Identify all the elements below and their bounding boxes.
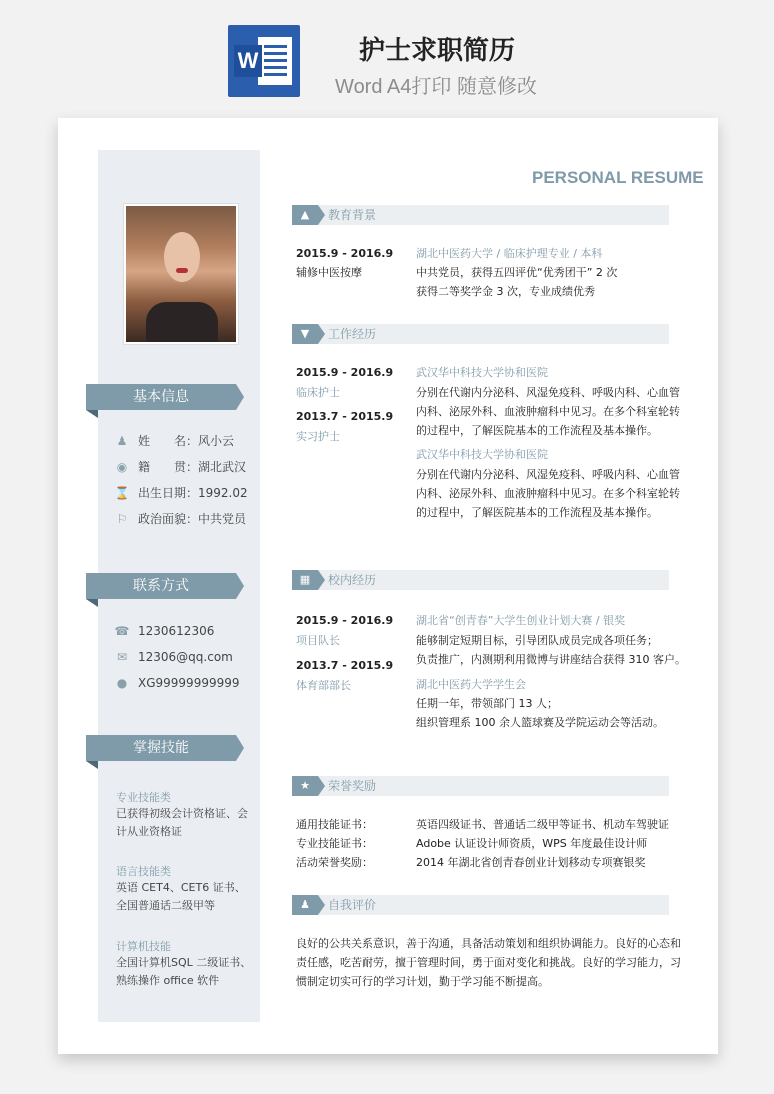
word-logo-letter: W xyxy=(234,45,262,77)
skill-language-heading: 语言技能类 xyxy=(116,865,171,878)
location-icon: ◉ xyxy=(116,460,128,474)
campus-section-bar xyxy=(292,570,669,590)
education-section-bar xyxy=(292,205,669,225)
education-title: 教育背景 xyxy=(328,208,377,222)
resume-heading: PERSONAL RESUME xyxy=(532,168,704,187)
honor-label: 通用技能证书： xyxy=(296,818,373,831)
word-logo-icon xyxy=(228,25,300,97)
windows-icon: ▦ xyxy=(292,570,318,590)
honors-title: 荣誉奖励 xyxy=(328,779,377,793)
phone-icon: ☎ xyxy=(114,624,130,638)
honor-value: 2014 年湖北省创青春创业计划移动专项赛银奖 xyxy=(416,856,646,869)
contact-wechat: ● XG99999999999 xyxy=(114,673,240,693)
banner-subtitle: Word A4打印 随意修改 xyxy=(335,76,537,98)
campus-line: 组织管理系 100 余人篮球赛及学院运动会等活动。 xyxy=(416,716,664,729)
person-icon: ♟ xyxy=(116,434,128,448)
education-minor: 辅修中医按摩 xyxy=(296,266,362,279)
work-line: 分别在代谢内分泌科、风湿免疫科、呼吸内科、心血管 xyxy=(416,386,680,399)
work-period: 2015.9 - 2016.9 xyxy=(296,366,394,379)
honor-label: 专业技能证书： xyxy=(296,837,373,850)
work-section-bar xyxy=(292,324,669,344)
self-line: 责任感，吃苦耐劳，擅于管理时间，勇于面对变化和挑战。良好的学习能力，习 xyxy=(296,956,681,969)
party-icon: ⚐ xyxy=(116,512,128,526)
work-title: 工作经历 xyxy=(328,327,377,341)
campus-title: 校内经历 xyxy=(328,573,377,587)
campus-period: 2015.9 - 2016.9 xyxy=(296,614,394,627)
work-org: 武汉华中科技大学协和医院 xyxy=(416,366,548,379)
education-line: 获得二等奖学金 3 次，专业成绩优秀 xyxy=(416,285,595,298)
basic-info-heading: 基本信息 xyxy=(86,384,236,410)
campus-role: 项目队长 xyxy=(296,634,340,647)
work-org: 武汉华中科技大学协和医院 xyxy=(416,448,548,461)
campus-role: 体育部部长 xyxy=(296,679,351,692)
basic-info-hometown: ◉ 籍 贯：湖北武汉 xyxy=(114,457,246,477)
skill-language-text: 英语 CET4、CET6 证书、 全国普通话二级甲等 xyxy=(116,881,246,912)
skills-heading: 掌握技能 xyxy=(86,735,236,761)
skill-professional-text: 已获得初级会计资格证、会 计从业资格证 xyxy=(116,807,248,838)
self-line: 良好的公共关系意识，善于沟通，具备活动策划和组织协调能力。良好的心态和 xyxy=(296,937,681,950)
skill-computer-text: 全国计算机SQL 二级证书、 熟练操作 office 软件 xyxy=(116,956,252,987)
work-period: 2013.7 - 2015.9 xyxy=(296,410,394,423)
campus-line: 能够制定短期目标，引导团队成员完成各项任务； xyxy=(416,634,658,647)
campus-org: 湖北中医药大学学生会 xyxy=(416,678,526,691)
profile-photo xyxy=(124,204,238,344)
contact-heading: 联系方式 xyxy=(86,573,236,599)
work-line: 分别在代谢内分泌科、风湿免疫科、呼吸内科、心血管 xyxy=(416,468,680,481)
self-section-bar xyxy=(292,895,669,915)
banner-title: 护士求职简历 xyxy=(358,36,515,66)
skill-professional-heading: 专业技能类 xyxy=(116,791,171,804)
self-line: 惯制定切实可行的学习计划，勤于学习能不断提高。 xyxy=(296,975,549,988)
wechat-icon: ● xyxy=(116,676,128,690)
work-line: 的过程中，了解医院基本的工作流程及基本操作。 xyxy=(416,424,658,437)
work-role: 临床护士 xyxy=(296,386,340,399)
campus-line: 任期一年，带领部门 13 人； xyxy=(416,697,558,710)
basic-info-birth: ⌛ 出生日期：1992.02 xyxy=(114,483,248,503)
contact-email: ✉ 12306@qq.com xyxy=(114,647,233,667)
tie-icon: ▼ xyxy=(292,324,318,344)
self-title: 自我评价 xyxy=(328,898,377,912)
campus-org: 湖北省“创青春”大学生创业计划大赛 / 银奖 xyxy=(416,614,626,627)
honor-label: 活动荣誉奖励： xyxy=(296,856,373,869)
trophy-icon: ★ xyxy=(292,776,318,796)
basic-info-politics: ⚐ 政治面貌：中共党员 xyxy=(114,509,246,529)
user-icon: ♟ xyxy=(292,895,318,915)
campus-line: 负责推广，内测期利用微博与讲座结合获得 310 客户。 xyxy=(416,653,686,666)
work-line: 内科、泌尿外科、血液肿瘤科中见习。在多个科室轮转 xyxy=(416,405,680,418)
education-school: 湖北中医药大学 / 临床护理专业 / 本科 xyxy=(416,247,603,260)
work-line: 的过程中，了解医院基本的工作流程及基本操作。 xyxy=(416,506,658,519)
honor-value: 英语四级证书、普通话二级甲等证书、机动车驾驶证 xyxy=(416,818,669,831)
education-period: 2015.9 - 2016.9 xyxy=(296,247,394,260)
work-role: 实习护士 xyxy=(296,430,340,443)
mail-icon: ✉ xyxy=(116,650,128,664)
education-line: 中共党员，获得五四评优“优秀团干” 2 次 xyxy=(416,266,618,279)
basic-info-name: ♟ 姓 名：风小云 xyxy=(114,431,234,451)
hourglass-icon: ⌛ xyxy=(114,486,130,500)
honors-section-bar xyxy=(292,776,669,796)
skill-computer-heading: 计算机技能 xyxy=(116,940,171,953)
honor-value: Adobe 认证设计师资质，WPS 年度最佳设计师 xyxy=(416,837,648,850)
contact-phone: ☎ 1230612306 xyxy=(114,621,214,641)
campus-period: 2013.7 - 2015.9 xyxy=(296,659,394,672)
graduation-cap-icon: ▲ xyxy=(292,205,318,225)
work-line: 内科、泌尿外科、血液肿瘤科中见习。在多个科室轮转 xyxy=(416,487,680,500)
